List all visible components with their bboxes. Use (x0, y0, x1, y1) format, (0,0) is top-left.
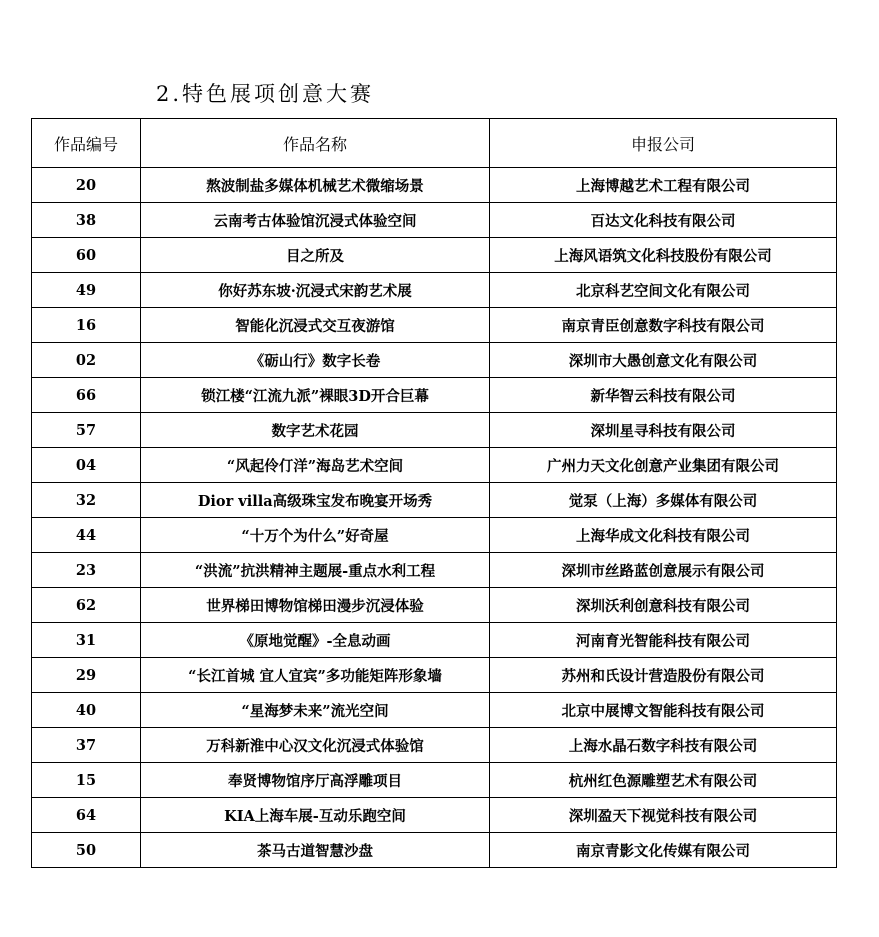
cell-id: 64 (32, 798, 141, 833)
entries-table (31, 118, 837, 868)
cell-name: 奉贤博物馆序厅高浮雕项目 (141, 763, 490, 798)
cell-company: 深圳沃利创意科技有限公司 (490, 588, 837, 623)
cell-name: “风起伶仃洋”海岛艺术空间 (141, 448, 490, 483)
section-title: 2.特色展项创意大赛 (156, 82, 375, 106)
cell-name: 你好苏东坡·沉浸式宋韵艺术展 (141, 273, 490, 308)
table-row (32, 798, 837, 833)
cell-id: 44 (32, 518, 141, 553)
cell-name: KIA上海车展-互动乐跑空间 (141, 798, 490, 833)
table-row (32, 553, 837, 588)
table-header-row (32, 119, 837, 168)
table-row (32, 658, 837, 693)
cell-name: “洪流”抗洪精神主题展-重点水利工程 (141, 553, 490, 588)
cell-id: 02 (32, 343, 141, 378)
table-row (32, 448, 837, 483)
cell-company: 南京青臣创意数字科技有限公司 (490, 308, 837, 343)
cell-company: 百达文化科技有限公司 (490, 203, 837, 238)
table-row (32, 518, 837, 553)
cell-id: 60 (32, 238, 141, 273)
cell-id: 38 (32, 203, 141, 238)
table-row (32, 483, 837, 518)
cell-name: Dior villa高级珠宝发布晚宴开场秀 (141, 483, 490, 518)
cell-company: 深圳市丝路蓝创意展示有限公司 (490, 553, 837, 588)
cell-company: 深圳盈天下视觉科技有限公司 (490, 798, 837, 833)
cell-name: “长江首城 宜人宜宾”多功能矩阵形象墙 (141, 658, 490, 693)
table-row (32, 588, 837, 623)
cell-name: “星海梦未来”流光空间 (141, 693, 490, 728)
cell-name: 云南考古体验馆沉浸式体验空间 (141, 203, 490, 238)
cell-name: 目之所及 (141, 238, 490, 273)
cell-company: 上海水晶石数字科技有限公司 (490, 728, 837, 763)
cell-company: 河南育光智能科技有限公司 (490, 623, 837, 658)
header-name: 作品名称 (141, 119, 490, 168)
table-row (32, 168, 837, 203)
cell-id: 40 (32, 693, 141, 728)
cell-name: 《砺山行》数字长卷 (141, 343, 490, 378)
table-row (32, 833, 837, 868)
table-row (32, 238, 837, 273)
cell-id: 23 (32, 553, 141, 588)
cell-id: 31 (32, 623, 141, 658)
cell-company: 北京中展博文智能科技有限公司 (490, 693, 837, 728)
cell-company: 上海华成文化科技有限公司 (490, 518, 837, 553)
cell-id: 04 (32, 448, 141, 483)
cell-name: 万科新淮中心汉文化沉浸式体验馆 (141, 728, 490, 763)
cell-id: 49 (32, 273, 141, 308)
table-row (32, 413, 837, 448)
cell-company: 上海风语筑文化科技股份有限公司 (490, 238, 837, 273)
cell-name: “十万个为什么”好奇屋 (141, 518, 490, 553)
cell-company: 上海博越艺术工程有限公司 (490, 168, 837, 203)
table-row (32, 728, 837, 763)
table-row (32, 273, 837, 308)
cell-company: 杭州红色源雕塑艺术有限公司 (490, 763, 837, 798)
cell-id: 57 (32, 413, 141, 448)
cell-company: 广州力天文化创意产业集团有限公司 (490, 448, 837, 483)
cell-company: 深圳星寻科技有限公司 (490, 413, 837, 448)
cell-id: 66 (32, 378, 141, 413)
cell-company: 觉泵（上海）多媒体有限公司 (490, 483, 837, 518)
cell-id: 37 (32, 728, 141, 763)
cell-company: 南京青影文化传媒有限公司 (490, 833, 837, 868)
cell-id: 32 (32, 483, 141, 518)
header-company: 申报公司 (490, 119, 837, 168)
header-id: 作品编号 (32, 119, 141, 168)
cell-id: 29 (32, 658, 141, 693)
cell-name: 世界梯田博物馆梯田漫步沉浸体验 (141, 588, 490, 623)
cell-name: 熬波制盐多媒体机械艺术微缩场景 (141, 168, 490, 203)
table-row (32, 623, 837, 658)
cell-id: 15 (32, 763, 141, 798)
cell-name: 《原地觉醒》-全息动画 (141, 623, 490, 658)
cell-name: 锁江楼“江流九派”裸眼3D开合巨幕 (141, 378, 490, 413)
table-row (32, 693, 837, 728)
cell-company: 北京科艺空间文化有限公司 (490, 273, 837, 308)
cell-name: 数字艺术花园 (141, 413, 490, 448)
cell-id: 20 (32, 168, 141, 203)
cell-name: 茶马古道智慧沙盘 (141, 833, 490, 868)
table-row (32, 308, 837, 343)
table-row (32, 378, 837, 413)
cell-id: 62 (32, 588, 141, 623)
cell-id: 16 (32, 308, 141, 343)
table-row (32, 763, 837, 798)
cell-id: 50 (32, 833, 141, 868)
cell-company: 深圳市大愚创意文化有限公司 (490, 343, 837, 378)
table-row (32, 203, 837, 238)
cell-company: 苏州和氏设计营造股份有限公司 (490, 658, 837, 693)
cell-company: 新华智云科技有限公司 (490, 378, 837, 413)
cell-name: 智能化沉浸式交互夜游馆 (141, 308, 490, 343)
table-row (32, 343, 837, 378)
